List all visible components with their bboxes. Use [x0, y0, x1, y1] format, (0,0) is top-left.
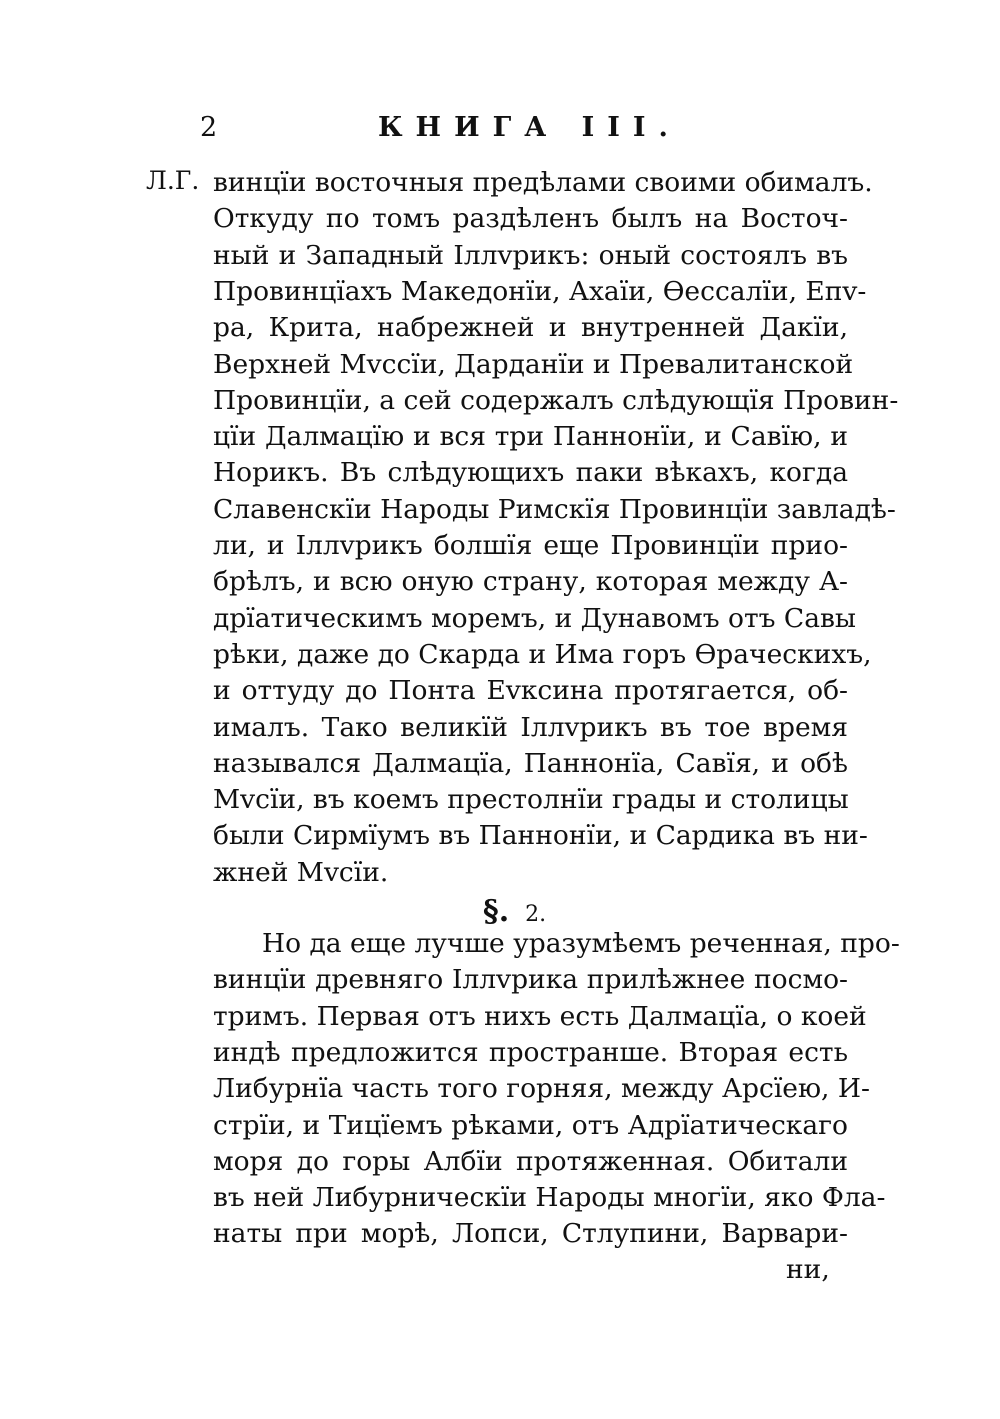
section-mark: §.	[483, 894, 510, 929]
text-line: тримъ. Первая отъ нихъ есть Далмацїа, о коей	[213, 1000, 867, 1032]
text-line: ималъ. Тако великїй Іллvрикъ въ тое время	[213, 711, 848, 743]
margin-note: Л.Г.	[146, 166, 200, 195]
text-line: и оттуду до Понта Еvксина протягается, об-	[213, 675, 848, 707]
text-line: ра, Крита, набрежней и внутренней Дакїи,	[213, 312, 848, 344]
text-line: ный и Западный Іллvрикъ: оный состоялъ въ	[213, 239, 848, 271]
section-number: 2.	[525, 902, 547, 927]
text-line: въ ней Либурническїи Народы многїи, яко Фла-	[213, 1182, 886, 1214]
section-heading	[483, 894, 546, 929]
text-line: Славенскїи Народы Римскїя Провинцїи завладѣ-	[213, 493, 896, 525]
running-title: КНИГА III.	[378, 112, 681, 143]
text-line: стрїи, и Тицїемъ рѣками, отъ Адрїатическаго	[213, 1109, 848, 1141]
catchword: ни,	[786, 1254, 830, 1285]
text-line: цїи Далмацїю и вся три Паннонїи, и Савїю, и	[213, 421, 848, 453]
page-number: 2	[200, 112, 218, 143]
text-line: моря до горы Албїи протяженная. Обитали	[213, 1145, 848, 1177]
text-line: винцїи восточныя предѣлами своими обималъ.	[213, 167, 873, 198]
text-line: наты при морѣ, Лопси, Стлупини, Варвари-	[213, 1218, 848, 1250]
text-line: жней Мvсїи.	[213, 856, 389, 888]
text-line: Верхней Мvссїи, Дарданїи и Превалитанской	[213, 348, 854, 380]
text-line: Мvсїи, въ коемъ престолнїи грады и столицы	[213, 784, 849, 816]
text-line: брѣлъ, и всю оную страну, которая между А-	[213, 566, 848, 598]
text-line: винцїи древняго Іллvрика прилѣжнее посмо-	[213, 964, 848, 996]
text-line: назывался Далмацїа, Паннонїа, Савїя, и обѣ	[213, 747, 848, 779]
text-line: Норикъ. Въ слѣдующихъ паки вѣкахъ, когда	[213, 457, 848, 489]
text-line: индѣ предложится пространше. Вторая есть	[213, 1036, 848, 1068]
text-line: дрїатическимъ моремъ, и Дунавомъ отъ Савы	[213, 602, 857, 634]
text-line: Провинцїи, а сей содержалъ слѣдующїя Провин-	[213, 384, 899, 416]
text-line: Провинцїахъ Македонїи, Ахаїи, Өессалїи, Епv-	[213, 275, 867, 307]
text-line: Но да еще лучше уразумѣемъ реченная, про-	[262, 928, 900, 959]
text-line: ли, и Іллvрикъ болшїя еще Провинцїи прио-	[213, 530, 848, 561]
text-line: были Сирмїумъ въ Паннонїи, и Сардика въ ни-	[213, 820, 868, 852]
text-line: Откуду по томъ раздѣленъ былъ на Восточ-	[213, 203, 848, 235]
text-line: рѣки, даже до Скарда и Има горъ Өраческихъ,	[213, 638, 872, 670]
text-line: Либурнїа часть того горняя, между Арсїею, И-	[213, 1073, 870, 1105]
